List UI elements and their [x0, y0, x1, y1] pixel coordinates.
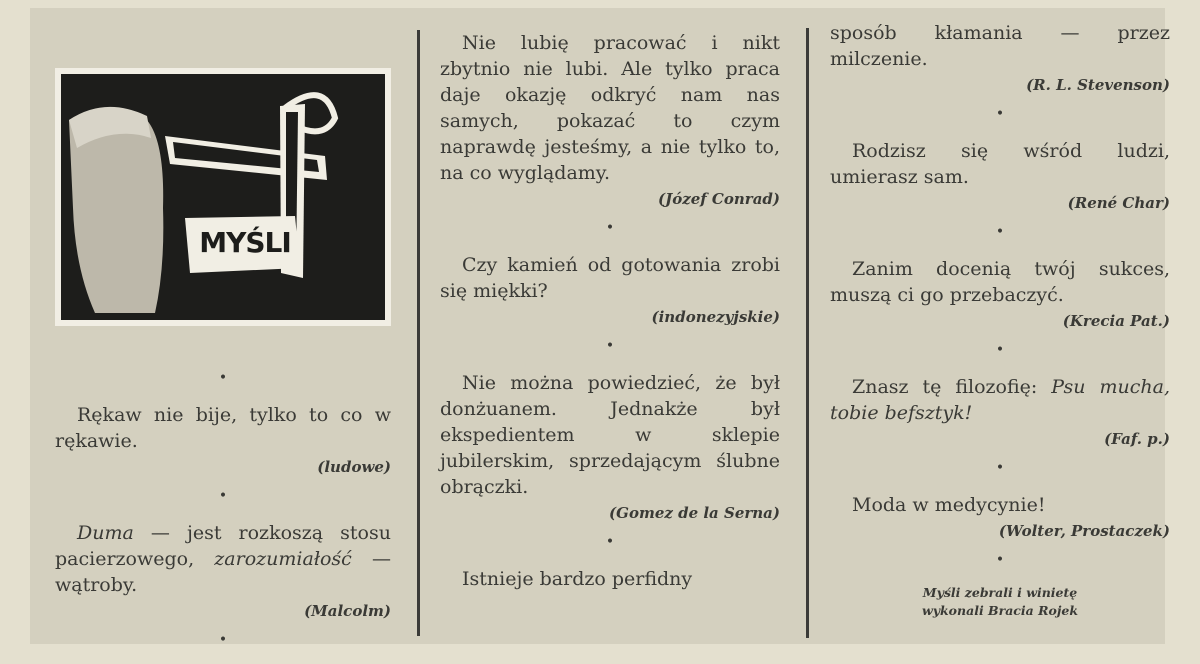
column-1 — [55, 360, 391, 664]
credit-line: Myśli zebrali i winietę — [922, 585, 1078, 600]
credit-line: wykonali Bracia Rojek — [922, 603, 1078, 618]
separator-dot: • — [218, 370, 228, 386]
quote-text: Moda w medycynie! — [852, 494, 1046, 516]
quote-source: (ludowe) — [317, 458, 391, 476]
emphasis: Psu mucha, tobie befsztyk! — [830, 376, 1170, 424]
quote-text: Zanim docenią twój sukces, muszą ci go przebaczyć. — [830, 258, 1170, 306]
quote-source: (indonezyjskie) — [651, 308, 780, 326]
quote-source: (R. L. Stevenson) — [1026, 76, 1170, 94]
quote-text: Nie lubię pracować i nikt zbytnio nie lubi. Ale tylko praca daje okazję odkryć nam nas samych, pokazać to czym naprawdę jesteśmy, a nie tylko to, na co wyglądamy. — [440, 32, 780, 184]
quote-text: sposób kłamania — przez milczenie. — [830, 22, 1170, 70]
emphasis: Duma — [77, 522, 134, 544]
column-2 — [440, 30, 780, 592]
quote-source: (Krecia Pat.) — [1062, 312, 1170, 330]
quote-text: Rękaw nie bije, tylko to co w rękawie. — [55, 404, 391, 452]
separator-dot: • — [995, 552, 1005, 568]
quote-source: (René Char) — [1067, 194, 1170, 212]
column-3 — [830, 20, 1170, 620]
separator-dot: • — [995, 342, 1005, 358]
text: — wątroby. — [55, 548, 391, 596]
vignette-title: MYŚLI — [199, 226, 291, 259]
quote-source: (Faf. p.) — [1104, 430, 1170, 448]
quote-source: (Józef Conrad) — [658, 190, 780, 208]
column-divider — [806, 28, 809, 638]
emphasis: zarozumiałość — [214, 548, 352, 570]
separator-dot: • — [605, 220, 615, 236]
quote-text: Rodzisz się wśród ludzi, umierasz sam. — [830, 140, 1170, 188]
separator-dot: • — [995, 224, 1005, 240]
quote-source: (Wolter, Prostaczek) — [998, 522, 1170, 540]
separator-dot: • — [218, 488, 228, 504]
text: Znasz tę filozofię: — [852, 376, 1052, 398]
quote-source: (Malcolm) — [304, 602, 391, 620]
separator-dot: • — [605, 338, 615, 354]
separator-dot: • — [995, 106, 1005, 122]
separator-dot: • — [218, 632, 228, 648]
vignette-image — [55, 68, 391, 326]
quote-text — [55, 520, 391, 598]
quote-text: Czy kamień od gotowania zrobi się miękki? — [440, 254, 780, 302]
text: — jest rozkoszą stosu pacierzowego, — [55, 522, 391, 570]
quote-text: Nie można powiedzieć, że był donżuanem. Jednakże był ekspedientem w sklepie jubilerskim, sprzedającym ślubne obrączki. — [440, 372, 780, 498]
column-divider — [417, 30, 420, 636]
separator-dot: • — [605, 534, 615, 550]
quote-source: (Gomez de la Serna) — [609, 504, 780, 522]
quote-text: Istnieje bardzo perfidny — [462, 568, 693, 590]
separator-dot: • — [995, 460, 1005, 476]
quote-text — [830, 374, 1170, 426]
